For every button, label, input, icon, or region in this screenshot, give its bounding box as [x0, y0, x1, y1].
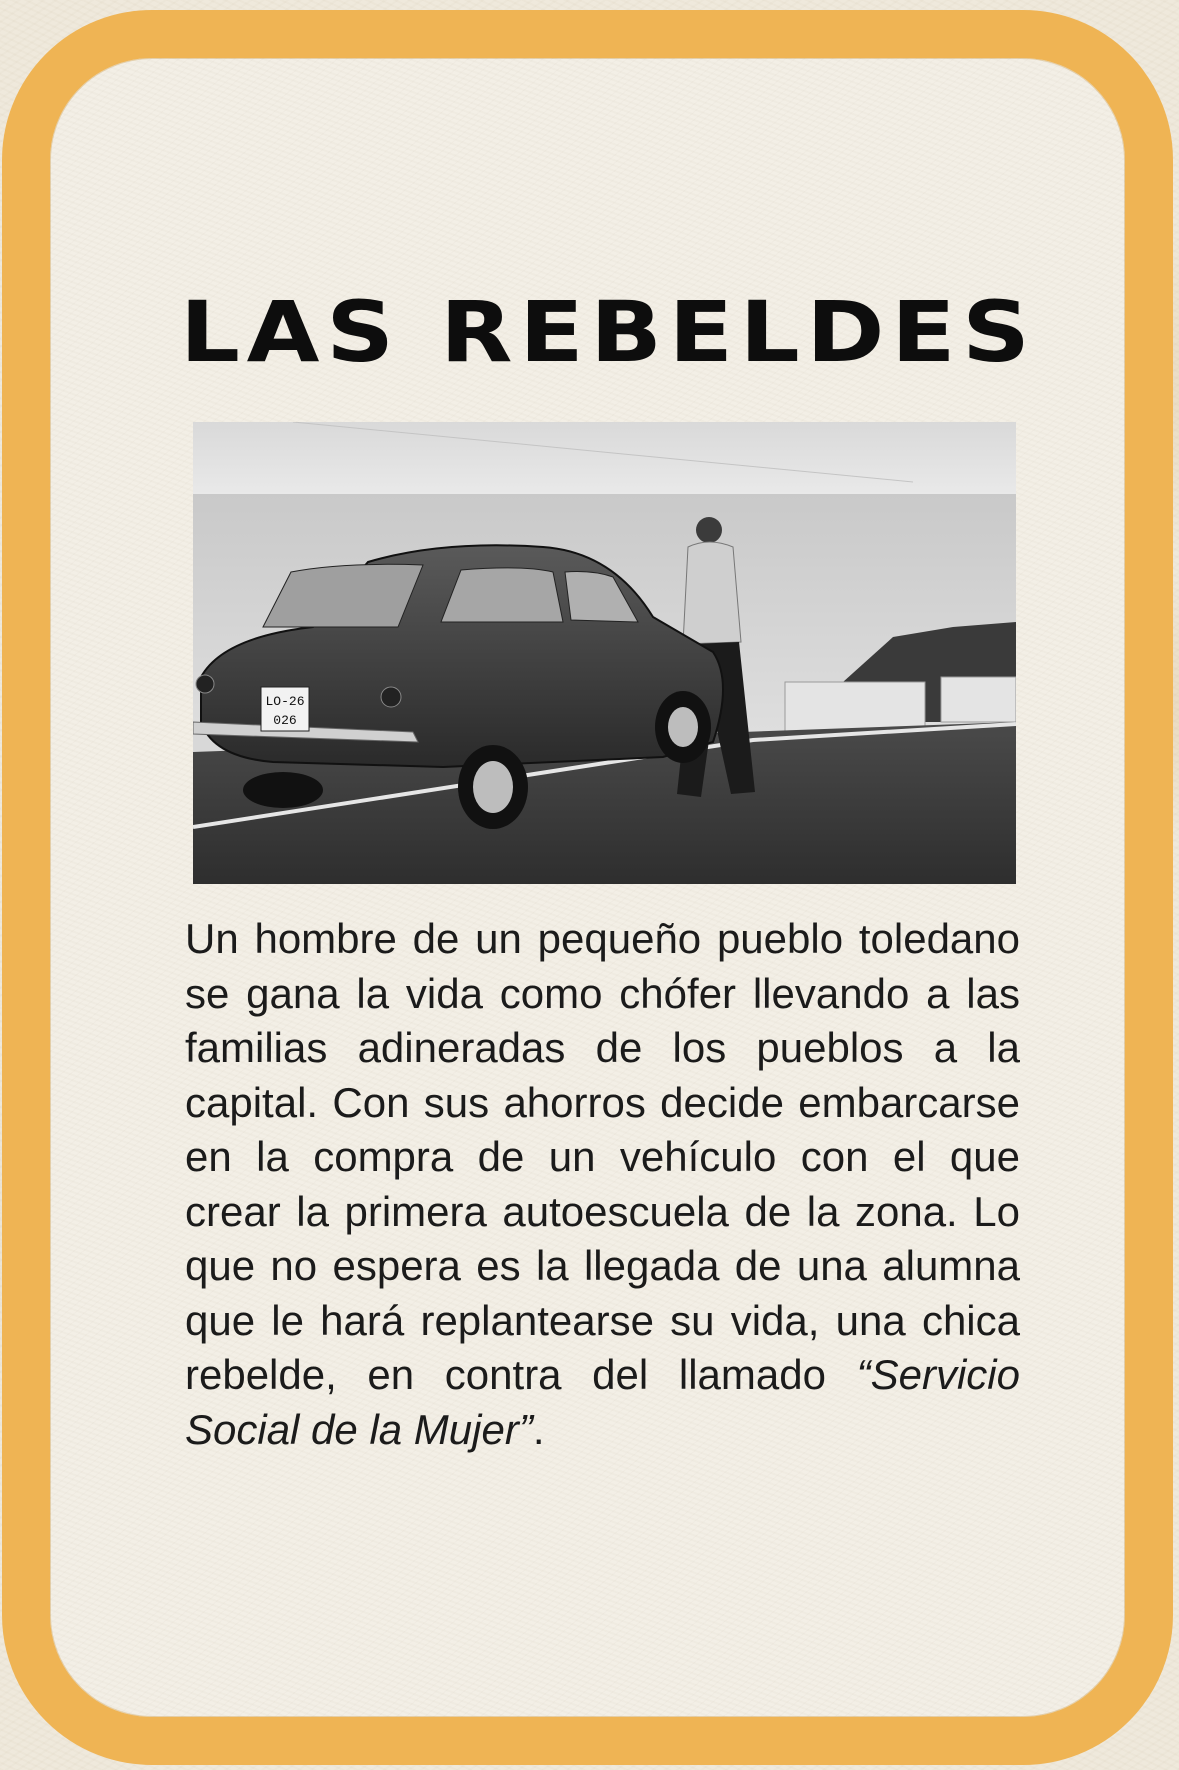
movie-synopsis: [185, 912, 1020, 1457]
car-scene-illustration: [193, 422, 1016, 884]
card-frame: [2, 10, 1173, 1765]
license-plate-line1: LO-26: [265, 694, 305, 709]
synopsis-end: .: [532, 1405, 545, 1453]
license-plate-line2: 026: [273, 713, 297, 728]
movie-still-photo: [193, 422, 1016, 884]
synopsis-quote: “Servicio Social de la Mujer”: [185, 1351, 1020, 1453]
movie-title: LAS REBELDES: [180, 283, 1037, 381]
synopsis-text: Un hombre de un pequeño pueblo toledano se gana la vida como chófer llevando a las familias adineradas de los pueblos a la capital. Con sus ahorros decide embarcarse en la compra de un vehículo con el que crear la primera autoescuela de la zona. Lo que no espera es la llegada de una alumna que le hará replantearse su vida, una chica rebelde, en contra del llamado: [185, 915, 1020, 1398]
